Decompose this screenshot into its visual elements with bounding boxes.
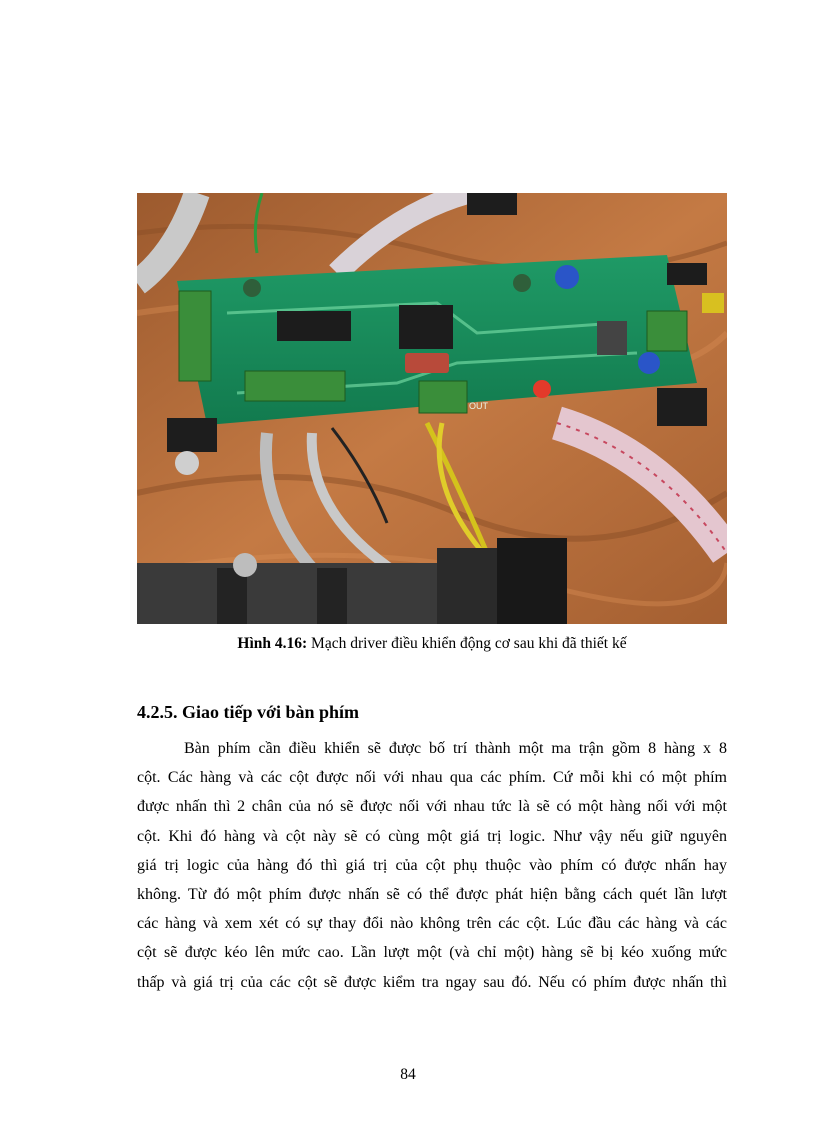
paragraph-line: được nhấn thì 2 chân của nó sẽ được nối với nhau tức là sẽ có một hàng nối với một [137, 798, 727, 816]
page-number: 84 [400, 1066, 416, 1083]
section-heading: 4.2.5. Giao tiếp với bàn phím [137, 702, 360, 722]
board-out-label: OUT [469, 401, 488, 411]
paragraph-line: Bàn phím cần điều khiển sẽ được bố trí thành một ma trận gồm 8 hàng x 8 [184, 740, 727, 757]
paragraph-line: thấp và giá trị của các cột sẽ được kiểm tra ngay sau đó. Nếu có phím được nhấn thì [137, 973, 727, 991]
body-paragraph [137, 734, 727, 997]
figure-caption-label: Hình 4.16: [237, 635, 308, 652]
paragraph-line: không. Từ đó một phím được nhấn sẽ có thể được phát hiện bằng cách quét lần lượt [137, 885, 727, 903]
paragraph-line: cột sẽ được kéo lên mức cao. Lần lượt một (và chỉ một) hàng sẽ bị kéo xuống mức [137, 944, 727, 962]
paragraph-line: giá trị logic của hàng đó thì giá trị của cột phụ thuộc vào phím có được nhấn hay [137, 856, 727, 874]
paragraph-line: cột. Các hàng và các cột được nối với nhau qua các phím. Cứ mỗi khi có một phím [137, 769, 727, 787]
circuit-board-photo [137, 193, 727, 624]
figure-caption [137, 633, 727, 655]
paragraph-line: các hàng và xem xét có sự thay đổi nào không trên các cột. Lúc đầu các hàng và các [137, 915, 727, 933]
figure-caption-text: Mạch driver điều khiển động cơ sau khi đã thiết kế [307, 635, 627, 652]
paragraph-line: cột. Khi đó hàng và cột này sẽ có cùng một giá trị logic. Như vậy nếu giữ nguyên [137, 827, 727, 845]
